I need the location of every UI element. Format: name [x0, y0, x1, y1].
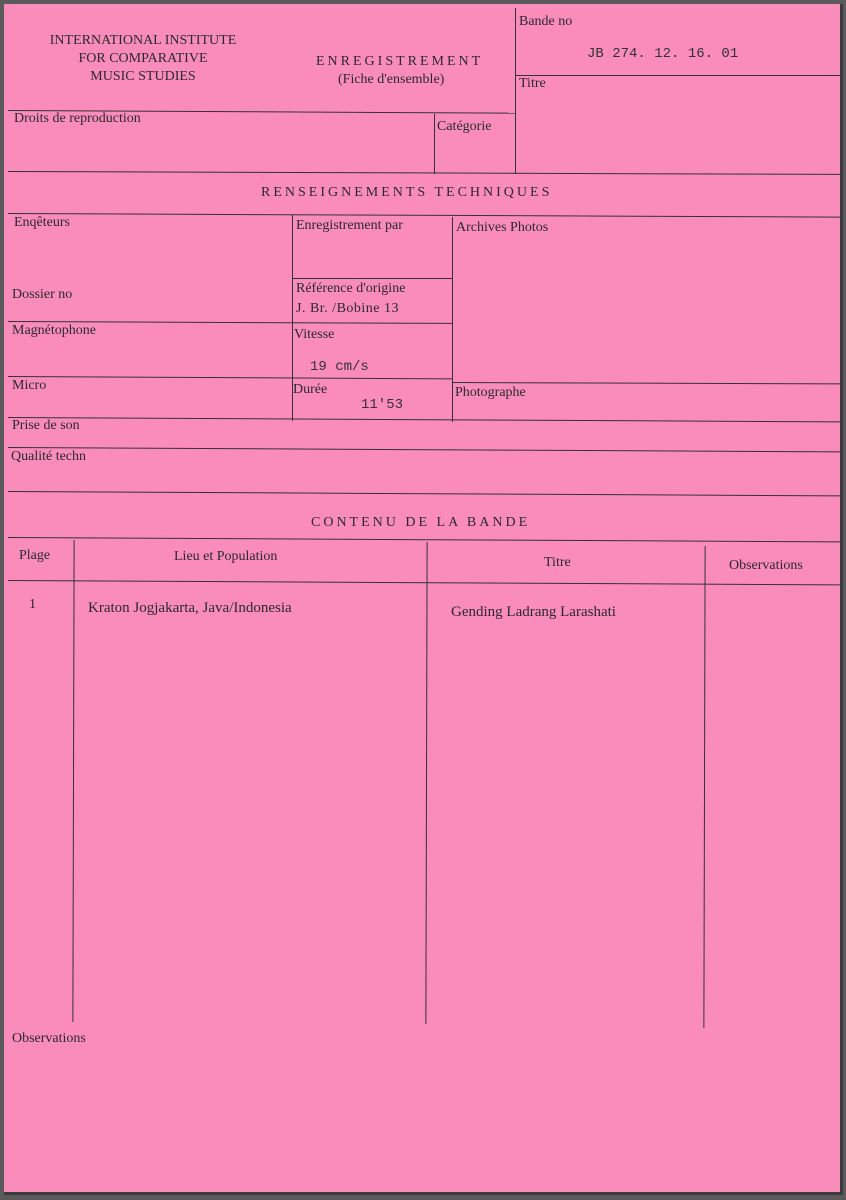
- contenu-heading: CONTENU DE LA BANDE: [311, 515, 531, 530]
- magnetophone-label: Magnétophone: [12, 323, 96, 338]
- col-divider-1: [72, 540, 74, 1022]
- dossier-label: Dossier no: [12, 287, 73, 302]
- col-plage: Plage: [19, 548, 51, 563]
- reference-value: J. Br. /Bobine 13: [296, 301, 400, 316]
- record-card: [4, 4, 843, 1195]
- micro-line: [8, 376, 452, 379]
- archives-bottom-line: [452, 382, 840, 384]
- col-titre: Titre: [544, 555, 571, 570]
- enregistrement-par-label: Enregistrement par: [296, 218, 403, 233]
- tech-divider-2: [452, 217, 453, 422]
- contenu-heading-line: [8, 537, 840, 542]
- categorie-label: Catégorie: [437, 119, 492, 134]
- institute-name: INTERNATIONAL INSTITUTE FOR COMPARATIVE MUSIC STUDIES: [49, 33, 237, 84]
- droits-label: Droits de reproduction: [14, 111, 141, 126]
- bande-line: [515, 75, 840, 76]
- form-title: ENREGISTREMENT: [316, 54, 484, 69]
- qualite-bottom-line: [8, 491, 840, 496]
- prise-line: [8, 417, 840, 422]
- col-observations: Observations: [729, 558, 803, 573]
- section-line-1: [8, 171, 840, 175]
- vitesse-value: 19 cm/s: [310, 359, 369, 375]
- prise-de-son-label: Prise de son: [12, 418, 80, 433]
- col-divider-2: [425, 542, 427, 1024]
- duree-label: Durée: [293, 382, 328, 397]
- micro-label: Micro: [12, 378, 47, 393]
- archives-photos-label: Archives Photos: [456, 220, 549, 235]
- row-1-plage: 1: [29, 597, 36, 612]
- enqueteurs-label: Enqêteurs: [14, 215, 70, 230]
- vitesse-label: Vitesse: [294, 327, 335, 342]
- row-1-lieu: Kraton Jogjakarta, Java/Indonesia: [88, 600, 292, 616]
- titre-label: Titre: [519, 76, 546, 91]
- bande-value: JB 274. 12. 16. 01: [587, 46, 739, 62]
- form-subtitle: (Fiche d'ensemble): [338, 72, 445, 87]
- col-lieu: Lieu et Population: [174, 549, 278, 564]
- duree-value: 11'53: [361, 397, 404, 413]
- photographe-label: Photographe: [455, 385, 526, 400]
- qualite-label: Qualité techn: [11, 449, 87, 464]
- observations-label: Observations: [12, 1031, 86, 1046]
- header-divider: [515, 8, 516, 174]
- reference-top-line: [292, 278, 452, 279]
- bande-label: Bande no: [519, 14, 573, 29]
- columns-header-line: [8, 580, 840, 585]
- tech-heading: RENSEIGNEMENTS TECHNIQUES: [261, 185, 553, 200]
- row-1-titre: Gending Ladrang Larashati: [451, 604, 616, 620]
- qualite-line: [8, 447, 840, 452]
- reference-label: Référence d'origine: [296, 281, 406, 296]
- col-divider-3: [703, 546, 705, 1028]
- tech-heading-line: [8, 213, 840, 218]
- categorie-divider: [434, 114, 435, 174]
